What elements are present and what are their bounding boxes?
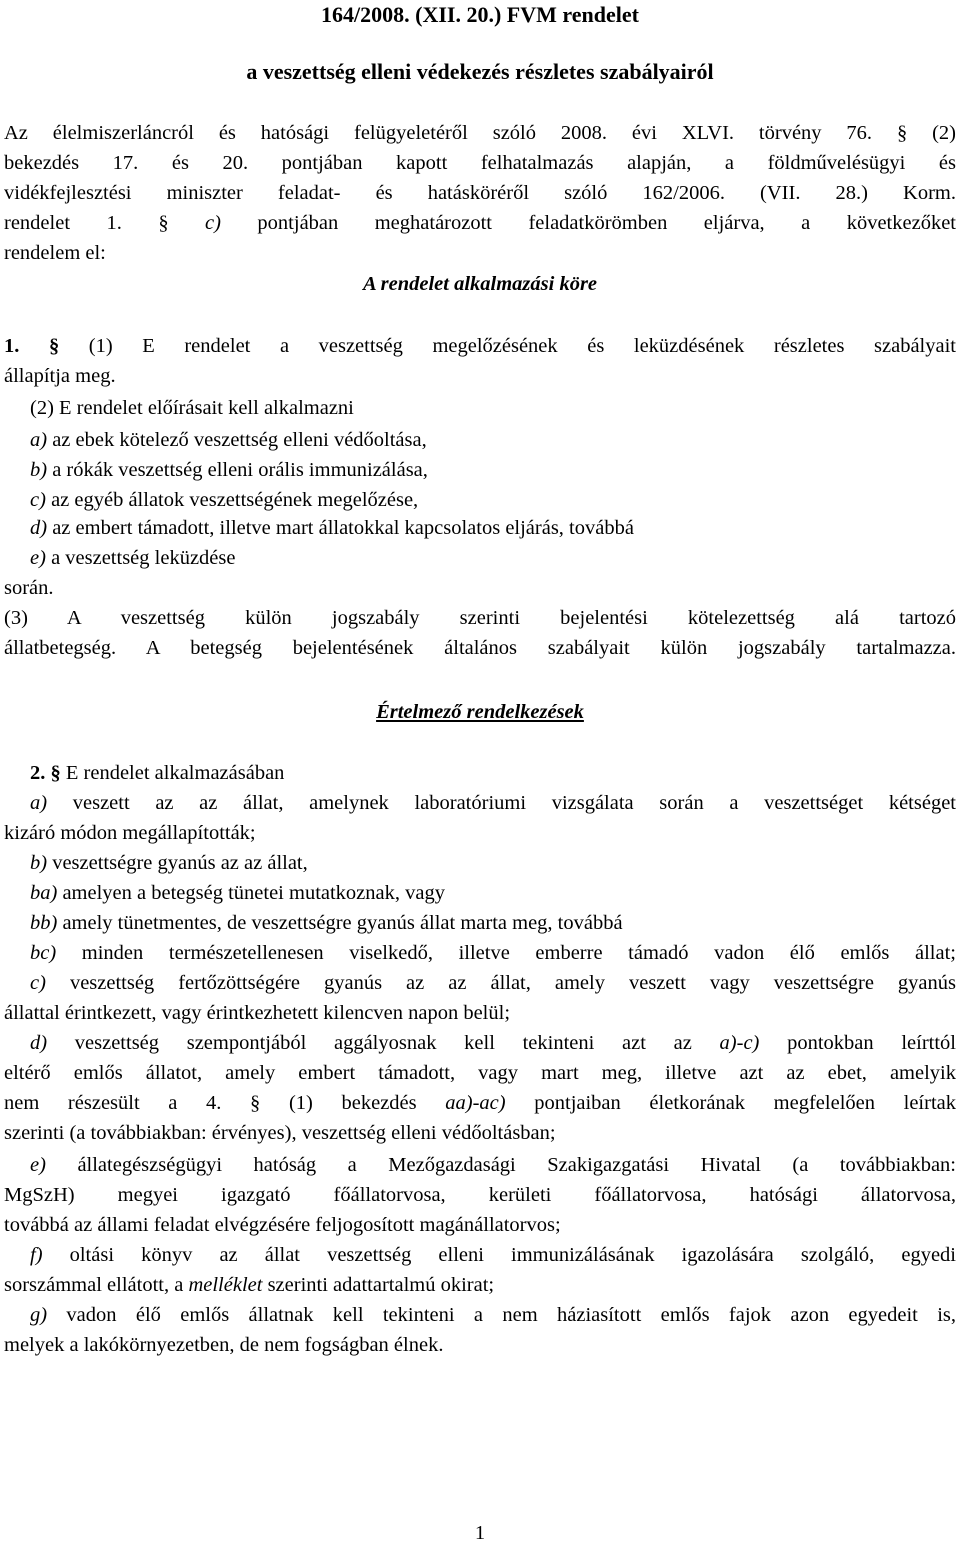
paragraph-line: eltérő emlős állatot, amely embert támadott, vagy mart meg, illetve azt az ebet, amelyik bbox=[4, 1062, 956, 1084]
preamble-line: vidékfejlesztési miniszter feladat- és hatásköréről szóló 162/2006. (VII. 28.) Korm. bbox=[4, 182, 956, 204]
list-item: bc) minden természetellenesen viselkedő, illetve emberre támadó vadon élő emlős állat; bbox=[30, 942, 956, 964]
list-item: b) a rókák veszettség elleni orális immunizálása, bbox=[30, 459, 428, 481]
paragraph-line: állapítja meg. bbox=[4, 365, 116, 387]
page-number: 1 bbox=[474, 1522, 486, 1544]
list-item: a) az ebek kötelező veszettség elleni védőoltása, bbox=[30, 429, 427, 451]
list-item: e) állategészségügyi hatóság a Mezőgazdasági Szakigazgatási Hivatal (a továbbiakban: bbox=[30, 1154, 956, 1176]
section-heading: Értelmező rendelkezések bbox=[376, 701, 584, 723]
preamble-line: rendelet 1. § c) pontjában meghatározott feladatkörömben eljárva, a következőket bbox=[4, 212, 956, 234]
paragraph-line: melyek a lakókörnyezetben, de nem fogságban élnek. bbox=[4, 1334, 444, 1356]
list-item: e) a veszettség leküzdése bbox=[30, 547, 236, 569]
paragraph-line: 1. § (1) E rendelet a veszettség megelőzésének és leküzdésének részletes szabályait bbox=[4, 335, 956, 357]
paragraph-line: MgSzH) megyei igazgató főállatorvosa, kerületi főállatorvosa, hatósági állatorvosa, bbox=[4, 1184, 956, 1206]
paragraph-line: továbbá az állami feladat elvégzésére feljogosított magánállatorvos; bbox=[4, 1214, 561, 1236]
paragraph-line: sorszámmal ellátott, a melléklet szerinti adattartalmú okirat; bbox=[4, 1274, 495, 1296]
paragraph-line: kizáró módon megállapították; bbox=[4, 822, 256, 844]
paragraph-line: (3) A veszettség külön jogszabály szerinti bejelentési kötelezettség alá tartozó bbox=[4, 607, 956, 629]
paragraph-line: 2. § E rendelet alkalmazásában bbox=[30, 762, 285, 784]
paragraph-line: szerinti (a továbbiakban: érvényes), veszettség elleni védőoltásban; bbox=[4, 1122, 556, 1144]
list-item: g) vadon élő emlős állatnak kell tekinteni a nem háziasított emlős fajok azon egyedeit is, bbox=[30, 1304, 956, 1326]
list-item: c) veszettség fertőzöttségére gyanús az az állat, amely veszett vagy veszettségre gyanús bbox=[30, 972, 956, 994]
preamble-line: bekezdés 17. és 20. pontjában kapott felhatalmazás alapján, a földművelésügyi és bbox=[4, 152, 956, 174]
list-item: c) az egyéb állatok veszettségének megelőzése, bbox=[30, 489, 419, 511]
paragraph-line: állatbetegség. A betegség bejelentésének általános szabályait külön jogszabály tartalmazza. bbox=[4, 637, 956, 659]
preamble-line: Az élelmiszerláncról és hatósági felügyeletéről szóló 2008. évi XLVI. törvény 76. § (2) bbox=[4, 122, 956, 144]
list-item: bb) amely tünetmentes, de veszettségre gyanús állat marta meg, továbbá bbox=[30, 912, 623, 934]
section-number: 1. § bbox=[4, 335, 60, 357]
section-number: 2. § bbox=[30, 762, 61, 784]
paragraph-line: során. bbox=[4, 577, 54, 599]
paragraph-line: állattal érintkezett, vagy érintkezhetett kilencven napon belül; bbox=[4, 1002, 511, 1024]
section-heading: A rendelet alkalmazási köre bbox=[362, 273, 598, 295]
document-subtitle: a veszettség elleni védekezés részletes szabályairól bbox=[246, 59, 714, 84]
document-title: 164/2008. (XII. 20.) FVM rendelet bbox=[321, 2, 639, 27]
preamble-line: rendelem el: bbox=[4, 242, 106, 264]
list-item: b) veszettségre gyanús az az állat, bbox=[30, 852, 308, 874]
paragraph-line: (2) E rendelet előírásait kell alkalmazni bbox=[30, 397, 354, 419]
list-item: d) veszettség szempontjából aggályosnak kell tekinteni azt az a)-c) pontokban leírttól bbox=[30, 1032, 956, 1054]
paragraph-line: nem részesült a 4. § (1) bekezdés aa)-ac) pontjaiban életkorának megfelelően leírtak bbox=[4, 1092, 956, 1114]
list-item: ba) amelyen a betegség tünetei mutatkoznak, vagy bbox=[30, 882, 445, 904]
list-item: d) az embert támadott, illetve mart állatokkal kapcsolatos eljárás, továbbá bbox=[30, 517, 634, 539]
list-item: a) veszett az az állat, amelynek laboratóriumi vizsgálata során a veszettséget kétséget bbox=[30, 792, 956, 814]
list-item: f) oltási könyv az állat veszettség elleni immunizálásának igazolására szolgáló, egyedi bbox=[30, 1244, 956, 1266]
